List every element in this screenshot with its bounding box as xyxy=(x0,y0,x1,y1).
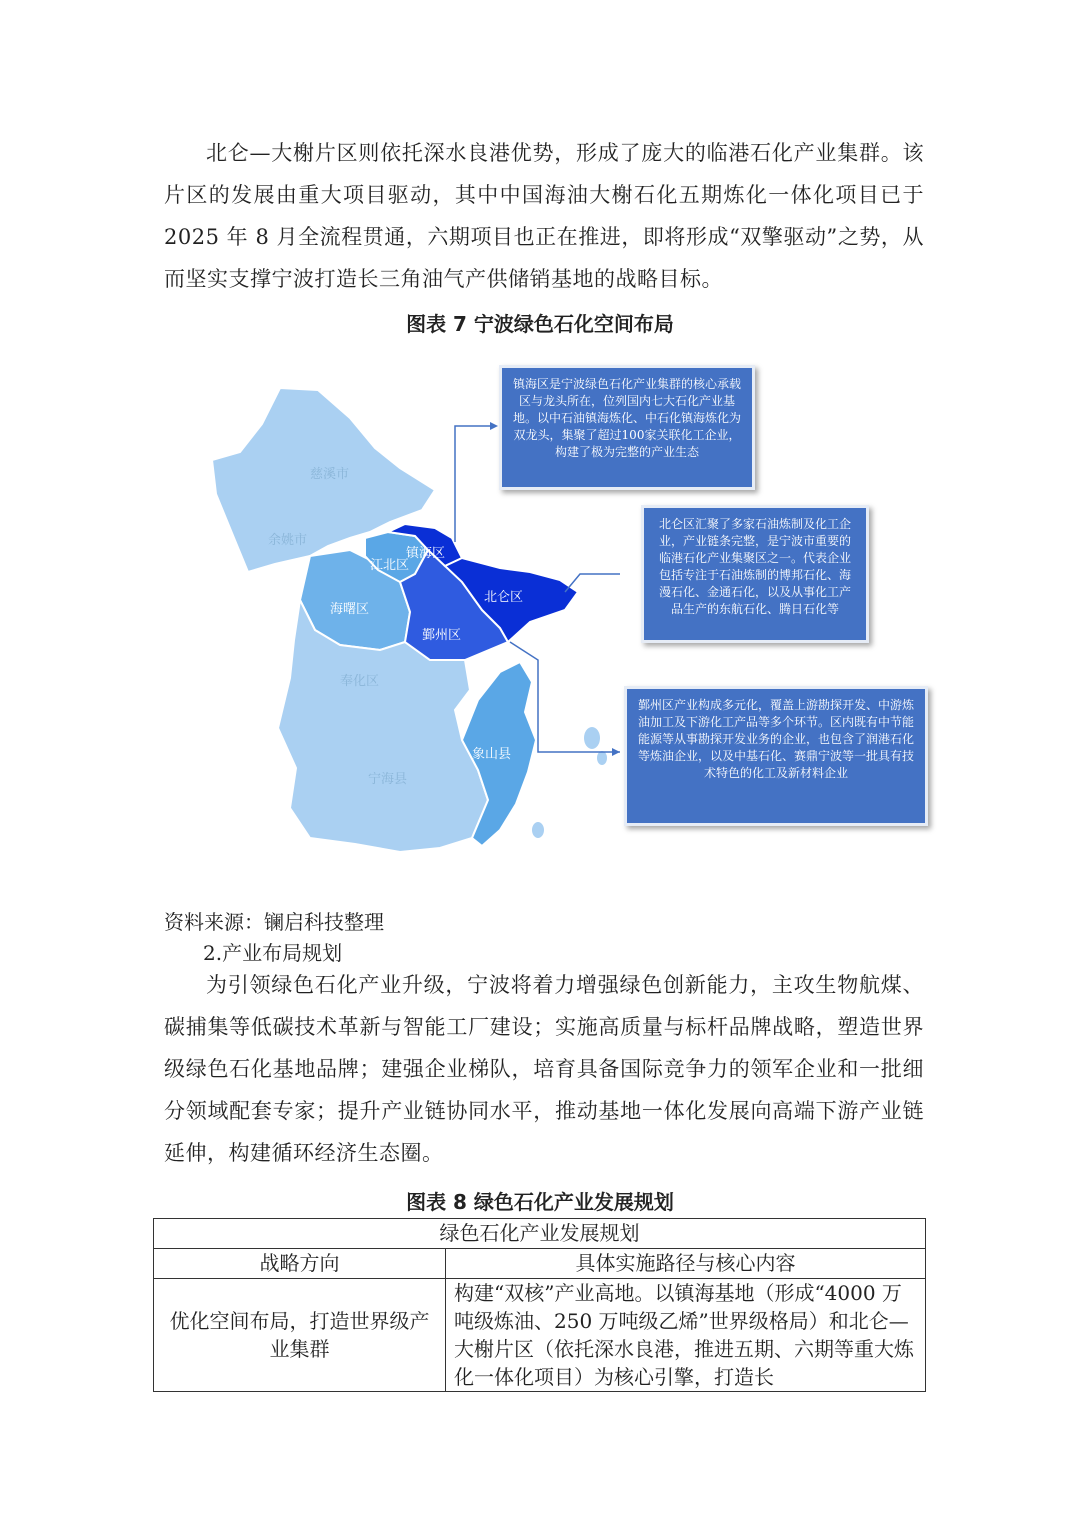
label-yuyao: 余姚市 xyxy=(268,533,308,548)
table-header-row xyxy=(154,1249,926,1279)
figure8-caption: 图表 8 绿色石化产业发展规划 xyxy=(406,1190,674,1214)
label-jiangbei: 江北区 xyxy=(370,558,410,573)
table-title-row xyxy=(154,1219,926,1249)
header-direction: 战略方向 xyxy=(154,1249,446,1279)
callout-zhenhai: 镇海区是宁波绿色石化产业集群的核心承载区与龙头所在，位列国内七大石化产业基地。以中石油镇海炼化、中石化镇海炼化为双龙头，集聚了超过100家关联化工企业，构建了极为完整的产业生态 xyxy=(499,365,755,490)
arrow-zhenhai-head xyxy=(490,422,498,430)
section-heading: 2.产业布局规划 xyxy=(203,941,343,965)
label-beilun: 北仑区 xyxy=(484,590,524,605)
header-content: 具体实施路径与核心内容 xyxy=(446,1249,926,1279)
callout-beilun: 北仑区汇聚了多家石油炼制及化工企业，产业链条完整，是宁波市重要的临港石化产业集聚区之一。代表企业包括专注于石油炼制的博邦石化、海漫石化、金通石化，以及从事化工产品生产的东航石化、腾日石化等 xyxy=(641,505,869,643)
label-ninghai: 宁海县 xyxy=(368,772,408,787)
figure7-caption: 图表 7 宁波绿色石化空间布局 xyxy=(406,312,674,336)
label-fenghua: 奉化区 xyxy=(340,674,380,689)
source-note: 资料来源：镧启科技整理 xyxy=(164,910,384,934)
plan-table xyxy=(153,1218,926,1392)
island-1 xyxy=(584,727,600,749)
label-zhenhai: 镇海区 xyxy=(406,546,446,561)
label-haishu: 海曙区 xyxy=(330,602,370,617)
label-cixi: 慈溪市 xyxy=(310,467,350,482)
intro-paragraph: 北仑—大榭片区则依托深水良港优势，形成了庞大的临港石化产业集群。该片区的发展由重大项目驱动，其中中国海油大榭石化五期炼化一体化项目已于 2025 年 8 月全流程贯通，六期项目也正在推进，即将形成“双擎驱动”之势，从而坚实支撑宁波打造长三角油气产供储销基地的战略目标。 xyxy=(164,141,924,291)
plan-paragraph: 为引领绿色石化产业升级，宁波将着力增强绿色创新能力，主攻生物航煤、碳捕集等低碳技术革新与智能工厂建设；实施高质量与标杆品牌战略，塑造世界级绿色石化基地品牌；建强企业梯队，培育具备国际竞争力的领军企业和一批细分领域配套专家；提升产业链协同水平，推动基地一体化发展向高端下游产业链延伸，构建循环经济生态圈。 xyxy=(164,973,924,1165)
arrow-zhenhai xyxy=(455,426,496,542)
callout-yinzhou: 鄞州区产业构成多元化，覆盖上游勘探开发、中游炼油加工及下游化工产品等多个环节。区内既有中节能能源等从事勘探开发业务的企业，也包含了润港石化等炼油企业，以及中基石化、赛鼎宁波等一批具有技术特色的化工及新材料企业 xyxy=(624,686,928,826)
cell-content: 构建“双核”产业高地。以镇海基地（形成“4000 万吨级炼油、250 万吨级乙烯”世界级格局）和北仑—大榭片区（依托深水良港，推进五期、六期等重大炼化一体化项目）为核心引擎，打造长 xyxy=(446,1279,926,1392)
table-title: 绿色石化产业发展规划 xyxy=(154,1219,926,1249)
label-xiangshan: 象山县 xyxy=(472,747,512,762)
island-3 xyxy=(532,822,544,838)
table-row xyxy=(154,1279,926,1392)
label-yinzhou: 鄞州区 xyxy=(422,628,462,643)
arrow-yinzhou-head xyxy=(612,748,620,756)
island-2 xyxy=(597,751,607,765)
cell-direction: 优化空间布局，打造世界级产业集群 xyxy=(154,1279,446,1392)
